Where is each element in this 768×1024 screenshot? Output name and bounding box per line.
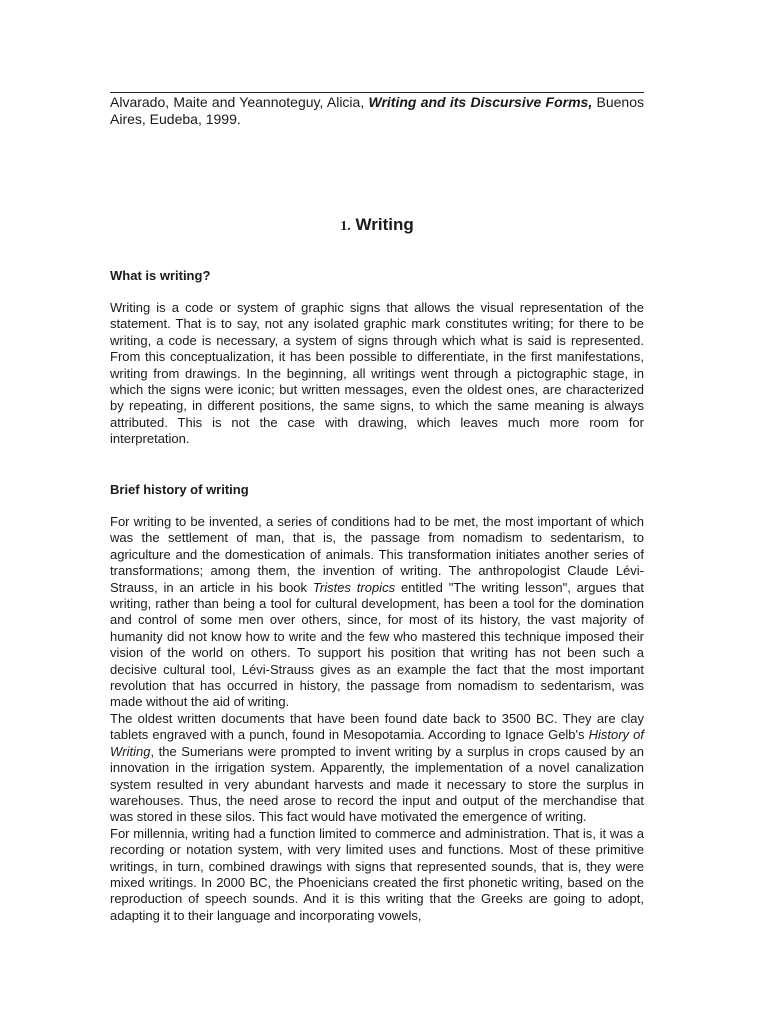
citation-title: Writing and its Discursive Forms, — [368, 94, 593, 110]
citation — [110, 94, 644, 128]
paragraph-oldest-documents — [110, 711, 644, 826]
paragraph-what-is-writing: Writing is a code or system of graphic signs that allows the visual representation of the statement. That is to say, not any isolated graphic mark constitutes writing; for there to be writing, a code is necessary, a system of signs through which what is said is represented. From this conceptualization, it has been possible to differentiate, in the first manifestations, writing from drawings. In the beginning, all writings went through a pictographic stage, in which the signs were iconic; but written messages, even the oldest ones, are characterized by repeating, in different positions, the same signs, to which the same meaning is always attributed. This is not the case with drawing, which leaves much more room for interpretation. — [110, 300, 644, 447]
chapter-title: Writing — [355, 215, 414, 234]
chapter-heading — [110, 214, 644, 238]
citation-authors: Alvarado, Maite and Yeannoteguy, Alicia, — [110, 94, 369, 110]
paragraph-conditions-text-b: entitled "The writing lesson", argues that writing, rather than being a tool for cultural development, has been a tool for the domination and control of some men over others, since, for most of its history, the vast majority of humanity did not know how to write and the few who mastered this technique imposed their vision of the world on others. To support his position that writing has not been such a decisive cultural tool, Lévi-Strauss gives as an example the fact that the most important revolution that has occurred in history, the passage from nomadism to sedentarism, was made without the aid of writing. — [110, 579, 644, 710]
paragraph-oldest-documents-text-b: , the Sumerians were prompted to invent writing by a surplus in crops caused by an innovation in the irrigation system. Apparently, the implementation of a novel canalization system resulted in very abundant harvests and made it necessary to store the surplus in warehouses. Thus, the need arose to record the input and output of the merchandise that was stored in these silos. This fact would have motivated the emergence of writing. — [110, 743, 644, 825]
paragraph-conditions — [110, 514, 644, 711]
footnote-rule — [110, 92, 644, 93]
paragraph-millennia: For millennia, writing had a function limited to commerce and administration. That is, it was a recording or notation system, with very limited uses and functions. Most of these primitive writings, in turn, combined drawings with signs that represented sounds, that is, they were mixed writings. In 2000 BC, the Phoenicians created the first phonetic writing, based on the reproduction of speech sounds. And it is this writing that the Greeks are going to adopt, adapting it to their language and incorporating vowels, — [110, 825, 644, 923]
section-body-brief-history — [110, 514, 644, 924]
book-title-history-of-writing: History of Writing — [110, 727, 644, 759]
section-heading-what-is-writing: What is writing? — [110, 268, 211, 283]
section-heading-brief-history: Brief history of writing — [110, 482, 249, 497]
paragraph-conditions-text-a: For writing to be invented, a series of conditions had to be met, the most important of which was the settlement of man, that is, the passage from nomadism to sedentarism, to agriculture and the domestication of animals. This transformation initiates another series of transformations; among them, the invention of writing. The anthropologist Claude Lévi-Strauss, in an article in his book — [110, 514, 644, 595]
citation-publisher: Buenos Aires, Eudeba, 1999. — [110, 94, 644, 127]
chapter-number: 1. — [340, 219, 351, 234]
paragraph-oldest-documents-text-a: The oldest written documents that have been found date back to 3500 BC. They are clay tablets engraved with a punch, found in Mesopotamia. According to Ignace Gelb's — [110, 710, 644, 743]
book-title-tristes-tropics: Tristes tropics — [312, 579, 396, 595]
document-page — [110, 0, 644, 1024]
